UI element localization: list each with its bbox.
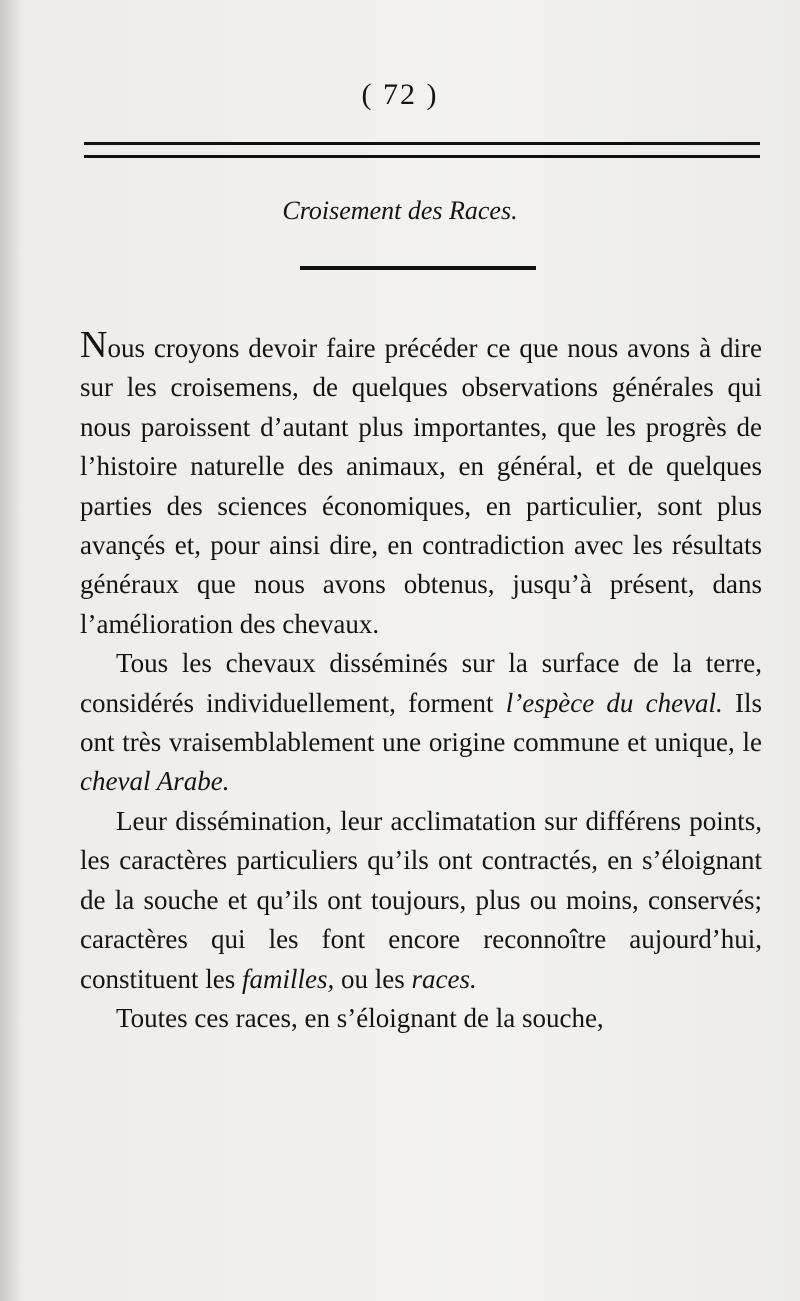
paragraph-2-text-a: Tous les chevaux disséminés sur la surface de la terre, considérés individuellement, forment [80, 648, 762, 718]
section-title: Croisement des Races. [282, 196, 518, 225]
paragraph-1 [80, 326, 762, 644]
paragraph-3-text-b: ou les [334, 963, 412, 994]
italic-familles: familles, [241, 963, 335, 994]
title-rule [300, 266, 536, 270]
italic-cheval-arabe: cheval Arabe. [80, 766, 230, 797]
initial-letter: N [80, 324, 108, 366]
paragraph-3 [80, 802, 762, 999]
page-number: ( 72 ) [361, 78, 439, 111]
paragraph-1-text: ous croyons devoir faire précéder ce que nous avons à dire sur les croisemens, de quelques observations générales qui nous paroissent d’autant plus importantes, que les progrès de l’histoire naturelle des animaux, en général, et de quelques parties des sciences économiques, en particulier, sont plus avançés et, pour ainsi dire, en contradiction avec les résultats généraux que nous avons obtenus, jusqu’à présent, dans l’amélioration des chevaux. [80, 333, 762, 639]
paragraph-3-text-a: Leur dissémination, leur acclimatation sur différens points, les caractères particuliers qu’ils ont contractés, en s’éloignant de la souche et qu’ils ont toujours, plus ou moins, conservés; caractères qui les font encore reconnoître aujourd’hui, constituent les [80, 805, 762, 994]
paragraph-4: Toutes ces races, en s’éloignant de la souche, [116, 1002, 604, 1033]
paragraph-2-text-b: Ils ont très vraisemblablement une origine commune et unique, le [80, 687, 762, 758]
italic-races: races. [411, 963, 477, 994]
paragraph-2 [80, 644, 762, 802]
double-rule [84, 142, 760, 158]
body-text [80, 326, 762, 1038]
italic-espece: l’espèce du cheval. [505, 687, 723, 718]
